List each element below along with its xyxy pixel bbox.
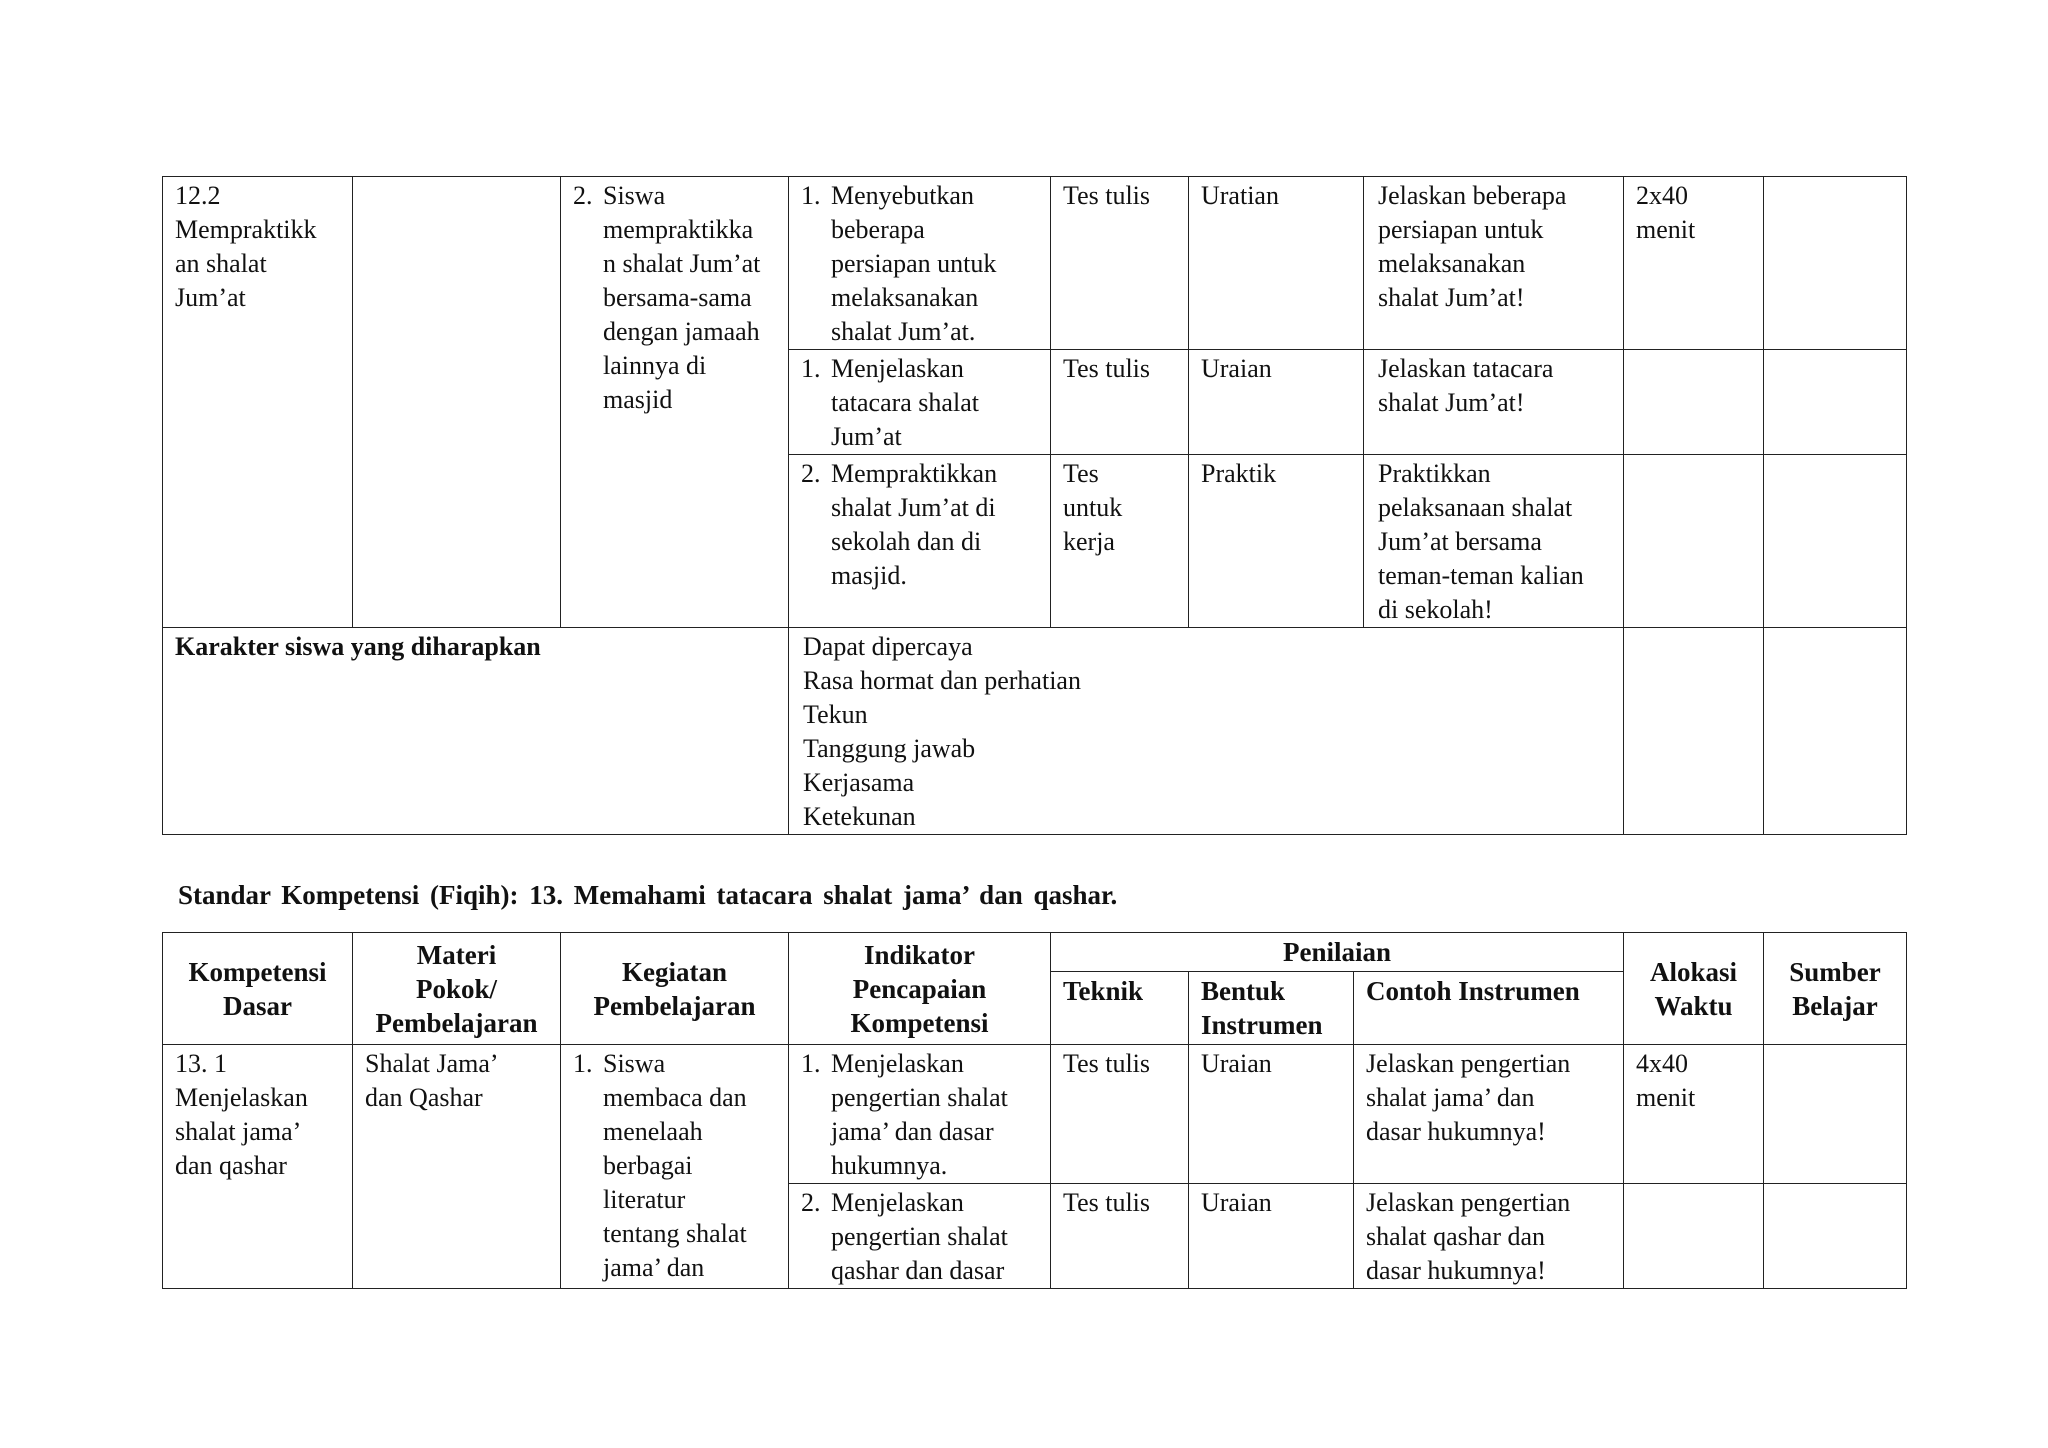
list-item: Tekun bbox=[803, 700, 868, 729]
teknik-cell: Tes tulis bbox=[1051, 350, 1189, 455]
header-teknik: Teknik bbox=[1051, 972, 1189, 1045]
header-materi-pokok: Materi Pokok/ Pembelajaran bbox=[353, 933, 561, 1045]
contoh-cell: Jelaskan pengertian shalat jama’ dan dasar hukumnya! bbox=[1354, 1045, 1624, 1184]
sumber-cell bbox=[1764, 177, 1907, 350]
table-header-row bbox=[163, 933, 1907, 972]
list-item: Kerjasama bbox=[803, 768, 915, 797]
karakter-list bbox=[789, 628, 1624, 835]
contoh-cell: Praktikkan pelaksanaan shalat Jum’at bersama teman-teman kalian di sekolah! bbox=[1364, 455, 1624, 628]
teknik-cell: Tes untuk kerja bbox=[1051, 455, 1189, 628]
teknik-cell: Tes tulis bbox=[1051, 1045, 1189, 1184]
alokasi-cell: 4x40 menit bbox=[1624, 1045, 1764, 1184]
bentuk-cell: Praktik bbox=[1189, 455, 1364, 628]
teknik-cell: Tes tulis bbox=[1051, 1184, 1189, 1289]
kd-cell: 12.2 Mempraktikk an shalat Jum’at bbox=[163, 177, 353, 628]
alokasi-cell bbox=[1624, 455, 1764, 628]
alokasi-cell bbox=[1624, 350, 1764, 455]
list-item: Rasa hormat dan perhatian bbox=[803, 666, 1081, 695]
bentuk-cell: Uraian bbox=[1189, 350, 1364, 455]
alokasi-cell bbox=[1624, 628, 1764, 835]
indikator-cell: 2. Menjelaskan pengertian shalat qashar dan dasar bbox=[789, 1184, 1051, 1289]
header-penilaian: Penilaian bbox=[1051, 933, 1624, 972]
bentuk-cell: Uratian bbox=[1189, 177, 1364, 350]
kd-cell: 13. 1 Menjelaskan shalat jama’ dan qashar bbox=[163, 1045, 353, 1289]
bentuk-cell: Uraian bbox=[1189, 1184, 1354, 1289]
list-item: Tanggung jawab bbox=[803, 734, 976, 763]
contoh-cell: Jelaskan pengertian shalat qashar dan dasar hukumnya! bbox=[1354, 1184, 1624, 1289]
header-contoh-instrumen: Contoh Instrumen bbox=[1354, 972, 1624, 1045]
contoh-cell: Jelaskan tatacara shalat Jum’at! bbox=[1364, 350, 1624, 455]
alokasi-cell: 2x40 menit bbox=[1624, 177, 1764, 350]
sumber-cell bbox=[1764, 455, 1907, 628]
teknik-cell: Tes tulis bbox=[1051, 177, 1189, 350]
table-row bbox=[163, 177, 1907, 350]
karakter-row bbox=[163, 628, 1907, 835]
indikator-cell: 1. Menjelaskan pengertian shalat jama’ dan dasar hukumnya. bbox=[789, 1045, 1051, 1184]
materi-cell bbox=[353, 177, 561, 628]
sumber-cell bbox=[1764, 350, 1907, 455]
sumber-cell bbox=[1764, 628, 1907, 835]
header-kompetensi-dasar: Kompetensi Dasar bbox=[163, 933, 353, 1045]
karakter-label: Karakter siswa yang diharapkan bbox=[163, 628, 789, 835]
bentuk-cell: Uraian bbox=[1189, 1045, 1354, 1184]
list-item: Ketekunan bbox=[803, 802, 916, 831]
header-alokasi-waktu: Alokasi Waktu bbox=[1624, 933, 1764, 1045]
contoh-cell: Jelaskan beberapa persiapan untuk melaksanakan shalat Jum’at! bbox=[1364, 177, 1624, 350]
kegiatan-cell: 2. Siswa mempraktikka n shalat Jum’at bersama-sama dengan jamaah lainnya di masjid bbox=[561, 177, 789, 628]
standar-kompetensi-heading: Standar Kompetensi (Fiqih): 13. Memahami tatacara shalat jama’ dan qashar. bbox=[178, 880, 1118, 910]
indikator-cell: 1. Menyebutkan beberapa persiapan untuk melaksanakan shalat Jum’at. bbox=[789, 177, 1051, 350]
kegiatan-cell: 1. Siswa membaca dan menelaah berbagai literatur tentang shalat jama’ dan bbox=[561, 1045, 789, 1289]
header-bentuk-instrumen: Bentuk Instrumen bbox=[1189, 972, 1354, 1045]
alokasi-cell bbox=[1624, 1184, 1764, 1289]
indikator-cell: 2. Mempraktikkan shalat Jum’at di sekolah dan di masjid. bbox=[789, 455, 1051, 628]
list-item: Dapat dipercaya bbox=[803, 632, 973, 661]
table-kd-12-2 bbox=[162, 176, 1907, 835]
table-kd-13-1 bbox=[162, 932, 1907, 1289]
header-sumber-belajar: Sumber Belajar bbox=[1764, 933, 1907, 1045]
indikator-cell: 1. Menjelaskan tatacara shalat Jum’at bbox=[789, 350, 1051, 455]
table-row bbox=[163, 1045, 1907, 1184]
materi-cell: Shalat Jama’ dan Qashar bbox=[353, 1045, 561, 1289]
header-kegiatan-pembelajaran: Kegiatan Pembelajaran bbox=[561, 933, 789, 1045]
sumber-cell bbox=[1764, 1045, 1907, 1184]
header-indikator: Indikator Pencapaian Kompetensi bbox=[789, 933, 1051, 1045]
sumber-cell bbox=[1764, 1184, 1907, 1289]
